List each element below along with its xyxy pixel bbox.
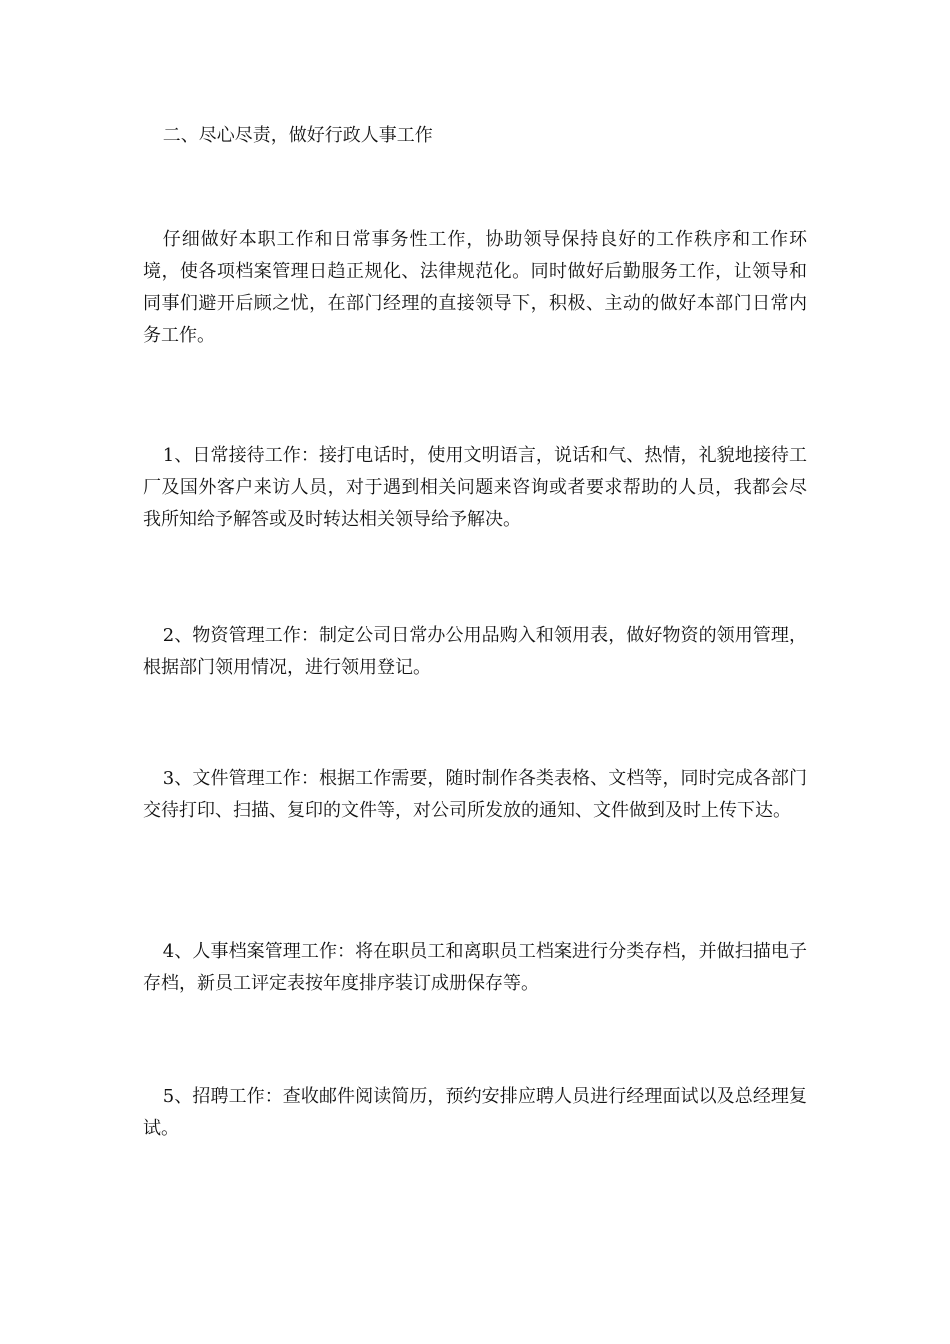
item-reception-paragraph: 1、日常接待工作：接打电话时，使用文明语言，说话和气、热情，礼貌地接待工厂及国外客户来访人员，对于遇到相关问题来咨询或者要求帮助的人员，我都会尽我所知给予解答或及时转达相关领导给予解决。: [143, 445, 807, 530]
item-documents-paragraph: 3、文件管理工作：根据工作需要，随时制作各类表格、文档等，同时完成各部门交待打印、扫描、复印的文件等，对公司所发放的通知、文件做到及时上传下达。: [143, 768, 807, 821]
item-recruitment-paragraph: 5、招聘工作：查收邮件阅读简历，预约安排应聘人员进行经理面试以及总经理复试。: [143, 1086, 807, 1139]
item-supplies-paragraph: 2、物资管理工作：制定公司日常办公用品购入和领用表，做好物资的领用管理，根据部门领用情况，进行领用登记。: [143, 625, 807, 678]
intro-paragraph: 仔细做好本职工作和日常事务性工作，协助领导保持良好的工作秩序和工作环境，使各项档案管理日趋正规化、法律规范化。同时做好后勤服务工作，让领导和同事们避开后顾之忧，在部门经理的直接领导下，积极、主动的做好本部门日常内务工作。: [143, 229, 807, 346]
section-heading: 二、尽心尽责，做好行政人事工作: [162, 125, 433, 146]
item-personnel-files-paragraph: 4、人事档案管理工作：将在职员工和离职员工档案进行分类存档，并做扫描电子存档，新员工评定表按年度排序装订成册保存等。: [143, 941, 807, 994]
